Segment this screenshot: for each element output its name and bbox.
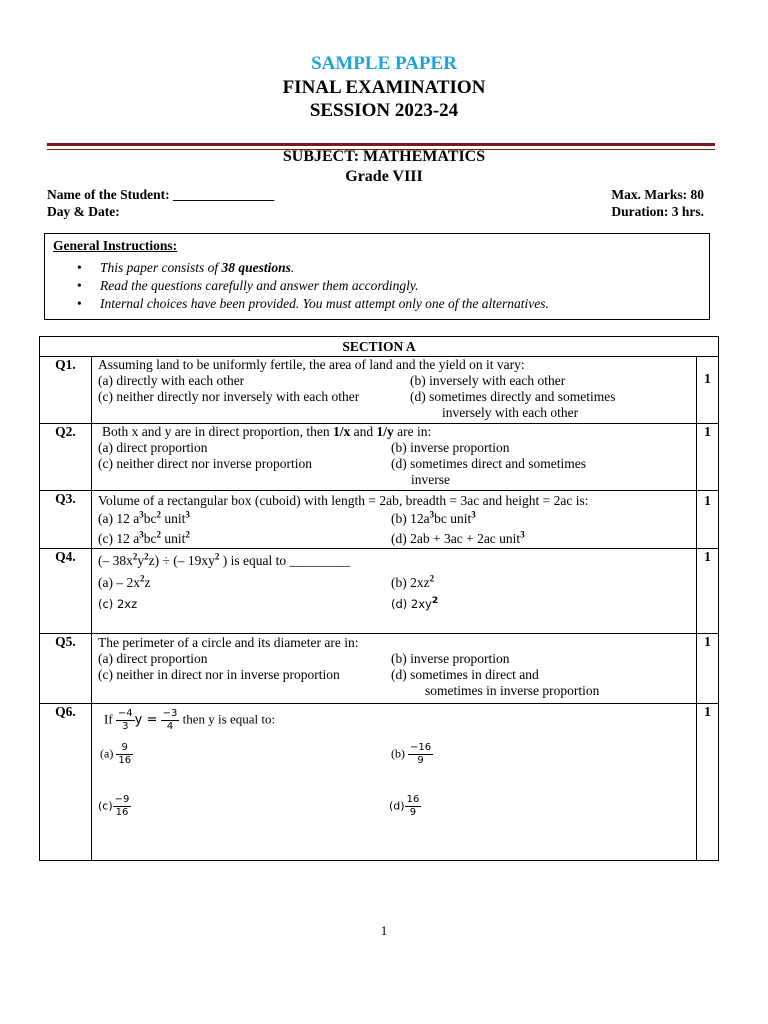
option-d: (d) $\frac{16}{9}$ — [389, 794, 420, 818]
section-a-table — [39, 336, 719, 861]
option-b: (b) $\frac{-16}{9}$ — [391, 742, 432, 766]
bullet-icon: • — [77, 296, 82, 311]
bullet-icon: • — [77, 278, 82, 293]
question-marks: 1 — [697, 634, 719, 704]
question-row — [40, 491, 719, 549]
student-name-label: Name of the Student: _______________ — [47, 187, 275, 202]
question-marks: 1 — [697, 424, 719, 491]
fraction: $\frac{-4}{3}$ — [117, 708, 133, 732]
duration: Duration: 3 hrs. — [611, 204, 704, 219]
sample-paper-title: SAMPLE PAPER — [311, 53, 457, 74]
session-title: SESSION 2023-24 — [309, 100, 459, 121]
question-body: The perimeter of a circle and its diameter are in: (a) direct proportion (b) inverse proportion (c) neither in direct nor in inverse proportion (d) sometimes in direct and sometimes in inverse proportion — [92, 634, 697, 704]
question-marks: 1 — [697, 704, 719, 861]
instruction-item: • Internal choices have been provided. You must attempt only one of the alternatives. — [77, 296, 549, 311]
question-body: Both x and y are in direct proportion, then 1/x and 1/y are in: (a) direct proportion (b) inverse proportion (c) neither direct nor inverse proportion (d) sometimes direct and sometimes inverse — [92, 424, 697, 491]
question-number: Q6. — [40, 704, 92, 861]
question-marks: 1 — [697, 357, 719, 424]
question-row — [40, 549, 719, 634]
general-instructions-box — [44, 233, 710, 320]
question-number: Q3. — [40, 491, 92, 549]
option-a: (a) $\frac{9}{16}$ — [100, 742, 132, 766]
instructions-title: General Instructions: — [53, 238, 178, 253]
question-body: Volume of a rectangular box (cuboid) with length = 2ab, breadth = 3ac and height = 2ac is: (a) 12 $a^3bc^2$ unit$^3$ (b) $12a^3bc$ unit$^3$ (c) 12 $a^3bc^2$ unit$^2$ (d) 2ab + 3ac + 2ac unit$^3$ — [92, 491, 697, 549]
instruction-item: • This paper consists of 38 questions. — [77, 260, 295, 275]
fraction: $\frac{-3}{4}$ — [162, 708, 178, 732]
question-row — [40, 424, 719, 491]
grade-title: Grade VIII — [345, 168, 423, 185]
question-row — [40, 704, 719, 861]
bullet-icon: • — [77, 260, 82, 275]
question-marks: 1 — [697, 491, 719, 549]
max-marks: Max. Marks: 80 — [611, 187, 704, 202]
question-number: Q1. — [40, 357, 92, 424]
question-marks: 1 — [697, 549, 719, 634]
option-c: (c) $\frac{-9}{16}$ — [98, 794, 130, 818]
instruction-item: • Read the questions carefully and answer them accordingly. — [77, 278, 419, 293]
section-title: SECTION A — [40, 337, 719, 357]
question-row — [40, 634, 719, 704]
question-body: Assuming land to be uniformly fertile, the area of land and the yield on it vary: (a) directly with each other (b) inversely with each other (c) neither directly nor inversely with each other (d) sometimes directly and sometimes inversely with each other — [92, 357, 697, 424]
subject-title: SUBJECT: MATHEMATICS — [282, 148, 486, 165]
day-date-label: Day & Date: — [47, 204, 120, 219]
question-body: (– $38x^2y^2z$) ÷ (– $19xy^2$ ) is equal to _________ $(a) - 2x^2z$ (b) $2xz^2$ (c) 2xz (d) $2xy^2$ — [92, 549, 697, 634]
exam-title: FINAL EXAMINATION — [282, 77, 486, 98]
question-body: If $\frac{-4}{3}$ y = $\frac{-3}{4}$ then y is equal to: (a) $\frac{9}{16}$ (b) $\frac{-16}{9}$ (c) $\frac{-9}{16}$ (d) $\frac{16}{9}$ — [92, 704, 697, 861]
page-number: 1 — [380, 923, 388, 938]
question-number: Q4. — [40, 549, 92, 634]
question-row — [40, 357, 719, 424]
question-number: Q2. — [40, 424, 92, 491]
question-number: Q5. — [40, 634, 92, 704]
header-rule-thick — [47, 143, 715, 146]
